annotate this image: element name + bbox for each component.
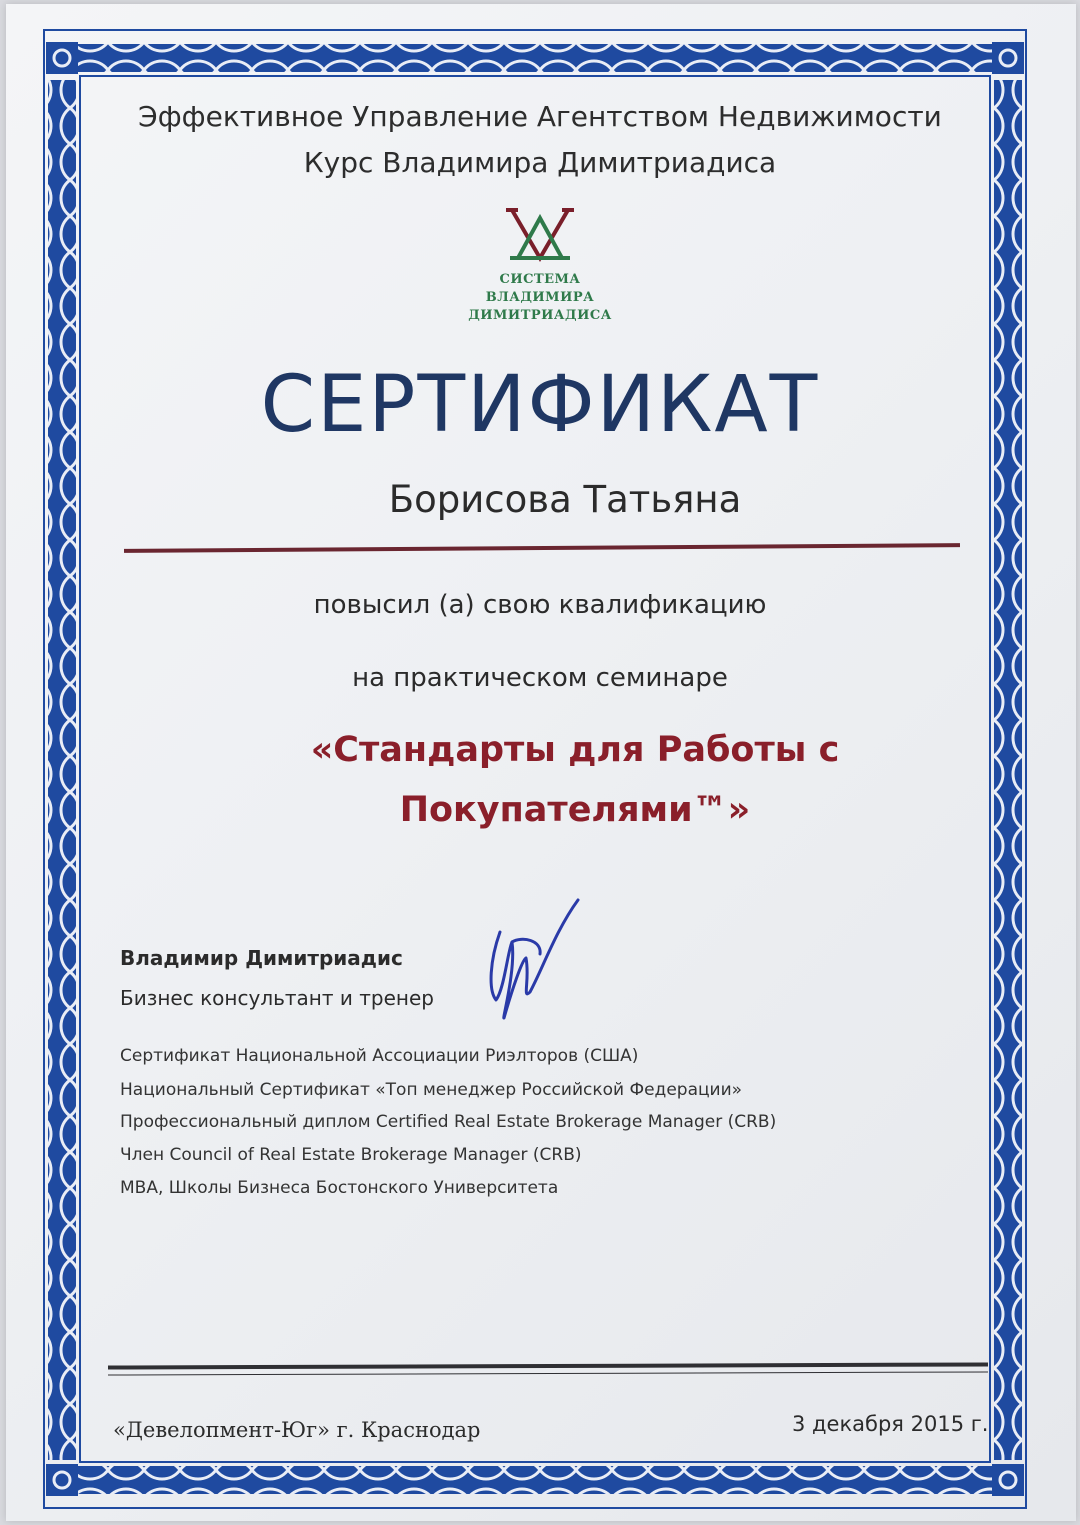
credential-item: MBA, Школы Бизнеса Бостонского Университета [120, 1178, 559, 1198]
credential-item: Член Council of Real Estate Brokerage Manager (CRB) [120, 1145, 582, 1165]
certificate-title: СЕРТИФИКАТ [260, 360, 820, 450]
qualification-text: повысил (а) свою квалификацию [313, 590, 767, 620]
course-title: Эффективное Управление Агентством Недвижимости [138, 100, 942, 133]
seminar-title-line2: Покупателями™» [399, 790, 751, 830]
logo-text-line3: ДИМИТРИАДИСА [468, 308, 612, 323]
credential-item: Национальный Сертификат «Топ менеджер Российской Федерации» [120, 1080, 743, 1100]
course-subtitle: Курс Владимира Димитриадиса [303, 146, 777, 179]
logo-text-line1: СИСТЕМА [499, 272, 581, 287]
seminar-intro-text: на практическом семинаре [352, 663, 728, 693]
signer-name: Владимир Димитриадис [120, 946, 403, 970]
signer-role: Бизнес консультант и тренер [120, 986, 434, 1010]
handwritten-signature [482, 880, 592, 1025]
credential-item: Сертификат Национальной Ассоциации Риэлторов (США) [120, 1046, 639, 1066]
issue-date: 3 декабря 2015 г. [792, 1412, 989, 1436]
logo-text-line2: ВЛАДИМИРА [485, 290, 595, 305]
credential-item: Профессиональный диплом Certified Real Estate Brokerage Manager (CRB) [120, 1112, 777, 1132]
recipient-name: Борисова Татьяна [388, 478, 742, 521]
issuing-organization: «Девелопмент-Юг» г. Краснодар [113, 1418, 481, 1442]
seminar-title-line1: «Стандарты для Работы с [310, 730, 840, 770]
